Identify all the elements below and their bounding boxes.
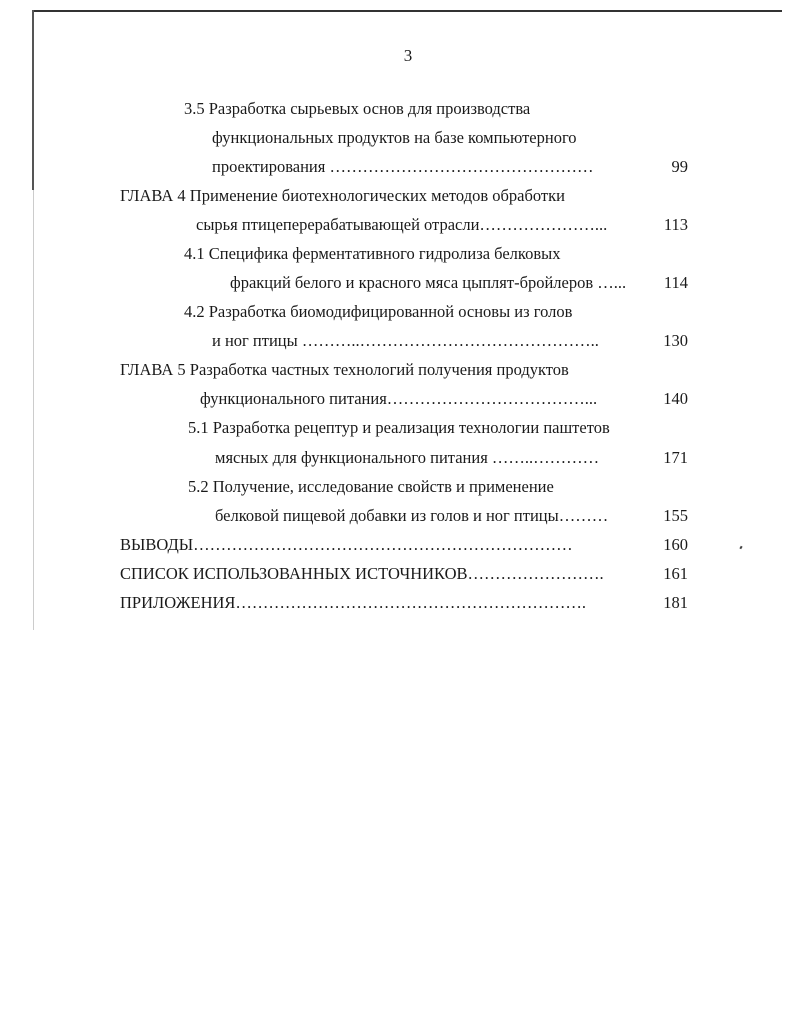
scan-border-top: [32, 10, 782, 12]
toc-entry-5-1-line-1: 5.1 Разработка рецептур и реализация технологии паштетов: [188, 418, 610, 437]
toc-entry-5-2-page: 155: [663, 506, 688, 525]
toc-chapter-4-line-1: ГЛАВА 4 Применение биотехнологических методов обработки: [120, 186, 565, 205]
toc-chapter-5-page: 140: [663, 389, 688, 408]
toc-entry-5-1-page: 171: [663, 448, 688, 467]
toc-entry-4-2-line-1: 4.2 Разработка биомодифицированной основы из голов: [184, 302, 573, 321]
scan-border-left-faint: [33, 190, 34, 630]
toc-chapter-5-line-2: функционального питания………………………………...: [200, 389, 598, 408]
toc-entry-4-1-line-1: 4.1 Специфика ферментативного гидролиза белковых: [184, 244, 561, 263]
toc-entry-4-1-page: 114: [663, 273, 688, 292]
toc-conclusions-page: 160: [663, 535, 688, 554]
page-number: 3: [403, 46, 413, 65]
toc-entry-5-1-line-2: мясных для функционального питания ……..…………: [215, 448, 600, 467]
toc-entry-4-2-line-2: и ног птицы ………..……………………………………..: [212, 331, 599, 350]
toc-entry-5-2-line-1: 5.2 Получение, исследование свойств и применение: [188, 477, 554, 496]
toc-entry-5-2-line-2: белковой пищевой добавки из голов и ног птицы………: [215, 506, 609, 525]
toc-entry-3-5-line-1: 3.5 Разработка сырьевых основ для производства: [184, 99, 531, 118]
toc-appendices-page: 181: [663, 593, 688, 612]
toc-entry-4-1-line-2: фракций белого и красного мяса цыплят-бройлеров …...: [230, 273, 627, 292]
toc-chapter-4-page: 113: [663, 215, 688, 234]
toc-entry-3-5-line-3: проектирования …………………………………………: [212, 157, 594, 176]
scan-border-left: [32, 10, 34, 190]
toc-entry-4-2-page: 130: [663, 331, 688, 350]
toc-references: СПИСОК ИСПОЛЬЗОВАННЫХ ИСТОЧНИКОВ…………………….: [120, 564, 604, 583]
toc-chapter-4-line-2: сырья птицеперерабатывающей отрасли…………………...: [196, 215, 608, 234]
toc-appendices: ПРИЛОЖЕНИЯ……………………………………………………….: [120, 593, 587, 612]
toc-chapter-5-line-1: ГЛАВА 5 Разработка частных технологий получения продуктов: [120, 360, 569, 379]
toc-conclusions: ВЫВОДЫ……………………………………………………………: [120, 535, 573, 554]
toc-entry-3-5-page: 99: [671, 157, 688, 176]
scan-speck: [739, 546, 742, 550]
toc-entry-3-5-line-2: функциональных продуктов на базе компьютерного: [212, 128, 577, 147]
toc-references-page: 161: [663, 564, 688, 583]
